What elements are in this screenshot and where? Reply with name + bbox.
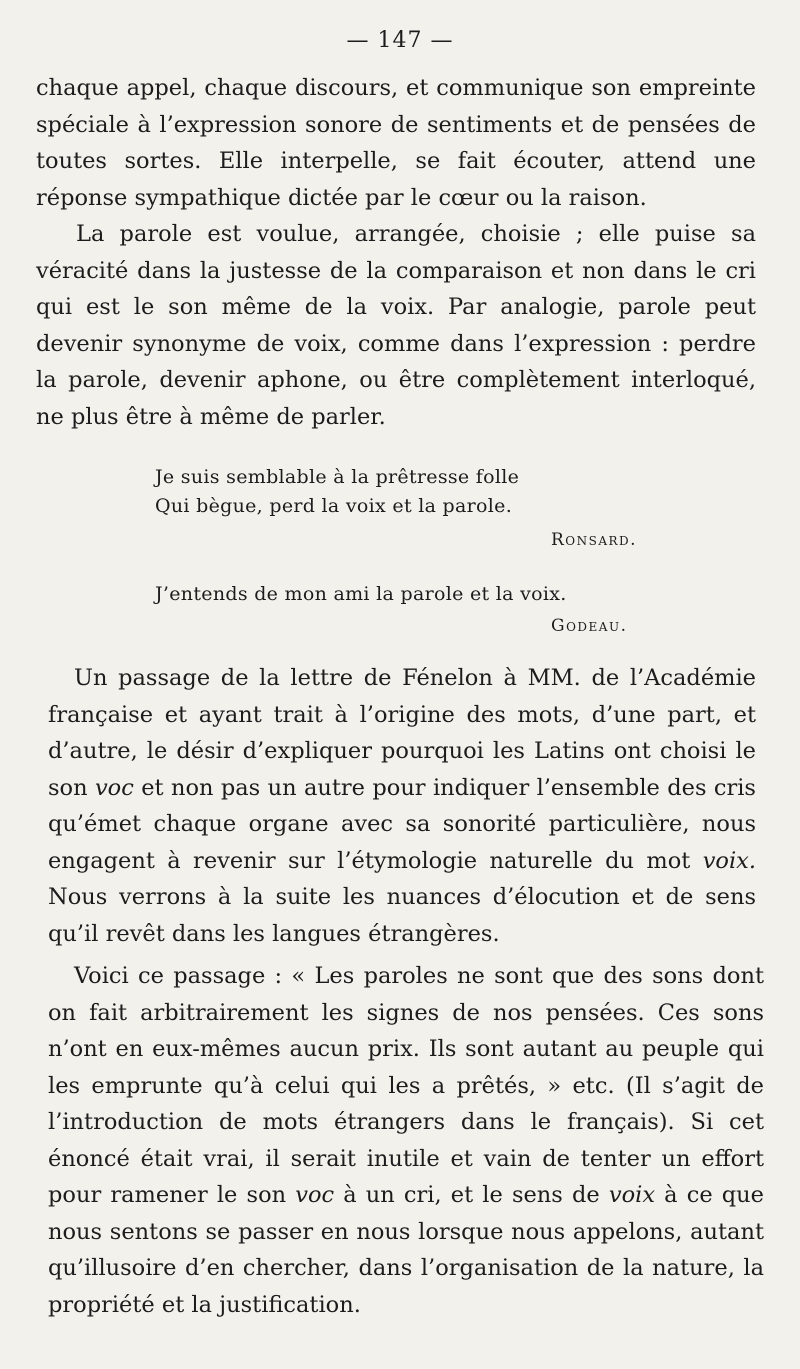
- quote-godeau-line-1: J’entends de mon ami la parole et la voix.: [155, 583, 567, 605]
- page-number: — 147 —: [346, 28, 454, 53]
- paragraph-3-text-1: Un passage de la lettre de Fénelon à MM. de l’Académie française et ayant trait à l’origine des mots, d’une part, et d’autre, le désir d’expliquer pourquoi les Latins ont choisi le son: [48, 665, 756, 801]
- quote-ronsard-line-2: Qui bègue, perd la voix et la parole.: [155, 495, 513, 517]
- paragraph-4-italic-voc: voc: [295, 1182, 335, 1208]
- paragraph-4-text-2: à un cri, et le sens de: [334, 1182, 609, 1208]
- paragraph-4: [48, 958, 764, 1323]
- paragraph-2: La parole est voulue, arrangée, choisie ; elle puise sa véracité dans la justesse de la comparaison et non dans le cri qui est le son même de la voix. Par analogie, parole peut devenir synonyme de voix, comme dans l’expression : perdre la parole, devenir aphone, ou être complètement interloqué, ne plus être à même de parler.: [36, 221, 756, 430]
- paragraph-3-text-3: Nous verrons à la suite les nuances d’élocution et de sens qu’il revêt dans les langues étrangères.: [48, 884, 756, 947]
- paragraph-1: chaque appel, chaque discours, et communique son empreinte spéciale à l’expression sonore de sentiments et de pensées de toutes sortes. Elle interpelle, se fait écouter, attend une réponse sympathique dictée par le cœur ou la raison.: [36, 75, 756, 211]
- paragraph-3: [48, 660, 756, 952]
- quote-author-ronsard: Ronsard.: [551, 530, 638, 550]
- quote-ronsard-line-1: Je suis semblable à la prêtresse folle: [155, 466, 520, 488]
- quote-author-godeau: Godeau.: [551, 616, 628, 636]
- paragraph-4-italic-voix: voix: [608, 1182, 656, 1208]
- paragraph-3-italic-voix: voix.: [702, 847, 756, 874]
- paragraph-3-italic-voc: voc: [94, 774, 134, 801]
- paragraph-4-text-3: à ce que nous sentons se passer en nous lorsque nous appelons, autant qu’illusoire d’en chercher, dans l’organisation de la nature, la propriété et la justification.: [48, 1182, 764, 1318]
- paragraph-4-text-1: Voici ce passage : « Les paroles ne sont que des sons dont on fait arbitrairement les signes de nos pensées. Ces sons n’ont en eux-mêmes aucun prix. Ils sont autant au peuple qui les emprunte qu’à celui qui les a prêtés, » etc. (Il s’agit de l’introduction de mots étrangers dans le français). Si cet énoncé était vrai, il serait inutile et vain de tenter un effort pour ramener le son: [48, 963, 764, 1208]
- paragraph-3-text-2: et non pas un autre pour indiquer l’ensemble des cris qu’émet chaque organe avec sa sonorité particulière, nous engagent à revenir sur l’étymologie naturelle du mot: [48, 774, 756, 874]
